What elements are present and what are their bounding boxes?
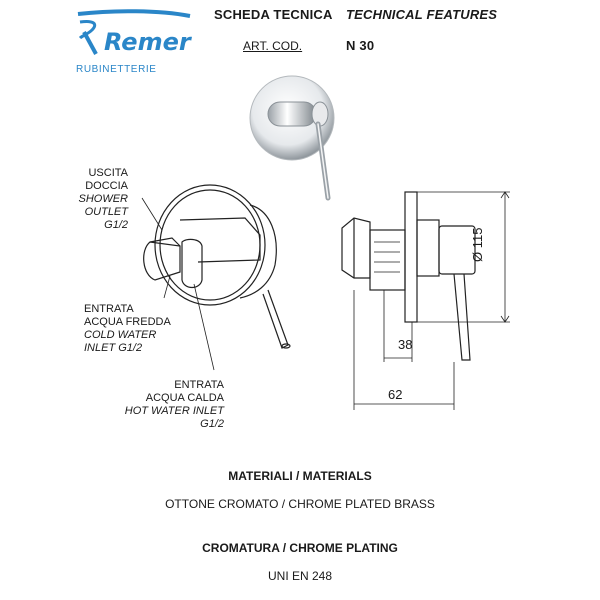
art-code-value: N 30 xyxy=(346,38,375,53)
label-hot-inlet xyxy=(100,379,224,431)
logo-subtitle: RUBINETTERIE xyxy=(76,64,157,75)
hot-line-4: G1/2 xyxy=(200,418,224,430)
plating-title: CROMATURA / CHROME PLATING xyxy=(202,541,398,555)
hot-line-2: ACQUA CALDA xyxy=(145,392,224,404)
cold-line-2: ACQUA FREDDA xyxy=(84,316,171,328)
header-title-en: TECHNICAL FEATURES xyxy=(346,7,498,22)
brand-logo xyxy=(74,8,194,78)
cold-line-3: COLD WATER xyxy=(84,329,157,341)
header-title-it: SCHEDA TECNICA xyxy=(214,7,333,22)
cold-line-1: ENTRATA xyxy=(84,303,134,315)
dimension-62: 62 xyxy=(388,387,403,402)
label-shower-outlet xyxy=(42,167,128,232)
label-cold-inlet xyxy=(84,303,194,355)
logo-wordmark: Remer xyxy=(104,28,191,56)
dimension-diameter: Ø 115 xyxy=(470,227,485,262)
art-code-label: ART. COD. xyxy=(243,39,303,53)
hot-line-3: HOT WATER INLET xyxy=(124,405,224,417)
materials-title: MATERIALI / MATERIALS xyxy=(228,469,372,483)
plating-value: UNI EN 248 xyxy=(267,569,333,583)
outlet-line-4: OUTLET xyxy=(84,206,128,218)
outlet-line-1: USCITA xyxy=(88,167,128,179)
hot-line-1: ENTRATA xyxy=(174,379,224,391)
outlet-line-2: DOCCIA xyxy=(85,180,128,192)
dimension-38: 38 xyxy=(398,337,413,352)
side-view-drawing xyxy=(330,180,530,410)
cold-line-4: INLET G1/2 xyxy=(84,342,143,354)
outlet-line-5: G1/2 xyxy=(104,219,128,231)
outlet-line-3: SHOWER xyxy=(78,193,128,205)
materials-value: OTTONE CROMATO / CHROME PLATED BRASS xyxy=(165,497,435,511)
